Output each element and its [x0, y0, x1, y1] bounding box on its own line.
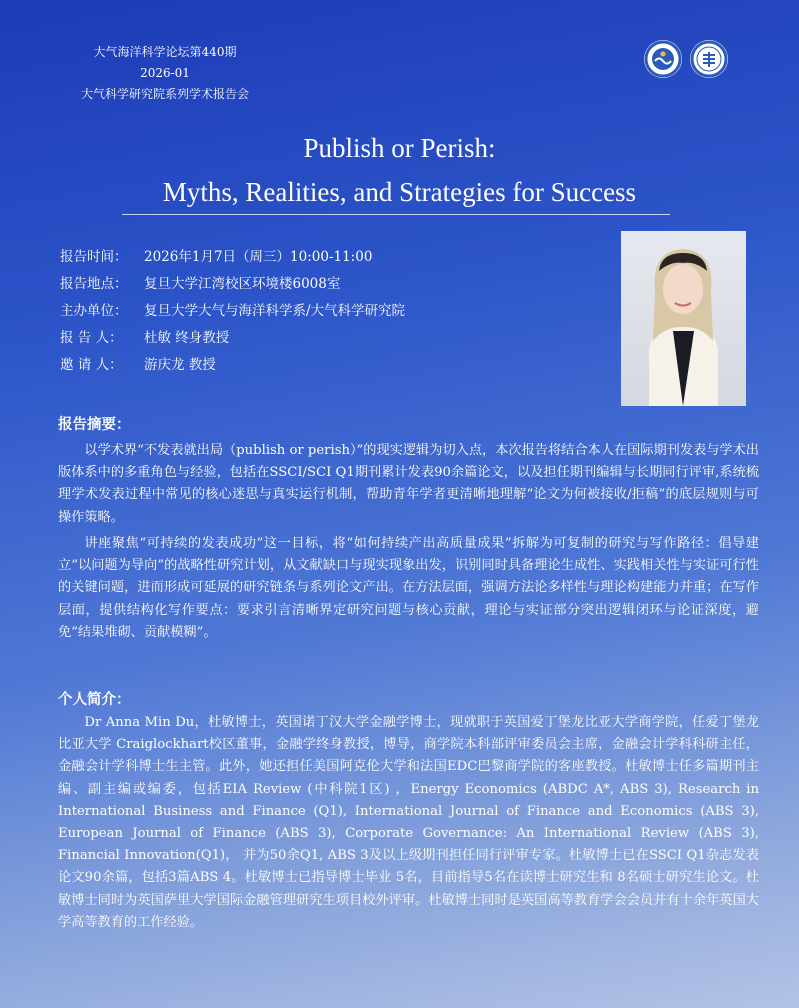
event-info [60, 244, 405, 379]
bio-paragraph: Dr Anna Min Du，杜敏博士，英国诺丁汉大学金融学博士，现就职于英国爱丁堡龙比亚大学商学院，任爱丁堡龙比亚大学 Craiglockhart校区董事，金融学终身教授，博导，商学院本科部评审委员会主席，金融会计学科科研主任，金融会计学科博士生主管。此外，她还担任美国阿克伦大学和法国EDC巴黎商学院的客座教授。杜敏博士任多篇期刊主编、副主编或编委，包括EIA Review (中科院1区) ，Energy Economics (ABDC A*, ABS 3), Research in International Business and Finance (Q1), International Journal of Finance and Economics (ABS 3), European Journal of Finance (ABS 3), Corporate Governance: An International Review (ABS 3), Financial Innovation(Q1)， 并为50余Q1, ABS 3及以上级期刊担任同行评审专家。杜敏博士已在SSCI Q1杂志发表论文90余篇，包括3篇ABS 4。杜敏博士已指导博士毕业 5名，目前指导5名在读博士研究生和 8名硕士研究生论文。杜敏博士同时为英国萨里大学国际金融管理研究生项目校外评审。杜敏博士同时是英国高等教育学会会员并有十余年英国大学高等教育的工作经验。 [58, 715, 759, 930]
info-label: 报告地点： [60, 276, 128, 292]
bio-heading: 个人简介： [58, 692, 131, 708]
info-label: 邀 请 人： [60, 357, 123, 373]
talk-title-line-2: Myths, Realities, and Strategies for Success [162, 177, 637, 207]
info-row-inviter [60, 352, 405, 379]
speaker-photo [621, 231, 746, 406]
info-value: 复旦大学大气与海洋科学系/大气科学研究院 [144, 303, 406, 319]
talk-title-line-1: Publish or Perish: [303, 133, 496, 163]
abstract-paragraph-2: 讲座聚焦“可持续的发表成功”这一目标，将“如何持续产出高质量成果”拆解为可复制的研究与写作路径：倡导建立“以问题为导向”的战略性研究计划，从文献缺口与现实现象出发，识别同时具备理论生成性、实践相关性与实证可行性的关键问题，进而形成可延展的研究链条与系列论文产出。在方法层面，强调方法论多样性与理论构建能力并重；在写作层面，提供结构化写作要点：要求引言清晰界定研究问题与核心贡献，理论与实证部分突出逻辑闭环与论证深度，避免“结果堆砌、贡献模糊”。 [58, 536, 759, 640]
info-row-location [60, 271, 405, 298]
info-row-time [60, 244, 405, 271]
institute-seal-icon [690, 40, 728, 78]
abstract-heading: 报告摘要： [58, 417, 131, 433]
info-value: 复旦大学江湾校区环境楼6008室 [144, 276, 341, 292]
talk-title [0, 126, 799, 214]
info-value: 2026年1月7日（周三）10:00-11:00 [144, 249, 373, 265]
university-seal-icon [644, 40, 682, 78]
info-row-speaker [60, 325, 405, 352]
forum-header [60, 42, 270, 105]
forum-issue: 大气海洋科学论坛第440期 [93, 45, 237, 59]
forum-date: 2026-01 [140, 66, 190, 80]
info-label: 报 告 人： [60, 330, 123, 346]
logo-group [644, 40, 728, 78]
info-row-host [60, 298, 405, 325]
title-divider [122, 214, 670, 215]
abstract-paragraph-1: 以学术界“不发表就出局（publish or perish）”的现实逻辑为切入点，本次报告将结合本人在国际期刊发表与学术出版体系中的多重角色与经验，包括在SSCI/SCI Q1期刊累计发表90余篇论文，以及担任期刊编辑与长期同行评审,系统梳理学术发表过程中常见的核心迷思与真实运行机制，帮助青年学者更清晰地理解“论文为何被接收/拒稿”的底层规则与可操作策略。 [58, 443, 759, 525]
info-label: 主办单位： [60, 303, 128, 319]
forum-series: 大气科学研究院系列学术报告会 [80, 87, 249, 101]
info-value: 杜敏 终身教授 [144, 330, 230, 346]
info-value: 游庆龙 教授 [144, 357, 216, 373]
info-label: 报告时间： [60, 249, 128, 265]
